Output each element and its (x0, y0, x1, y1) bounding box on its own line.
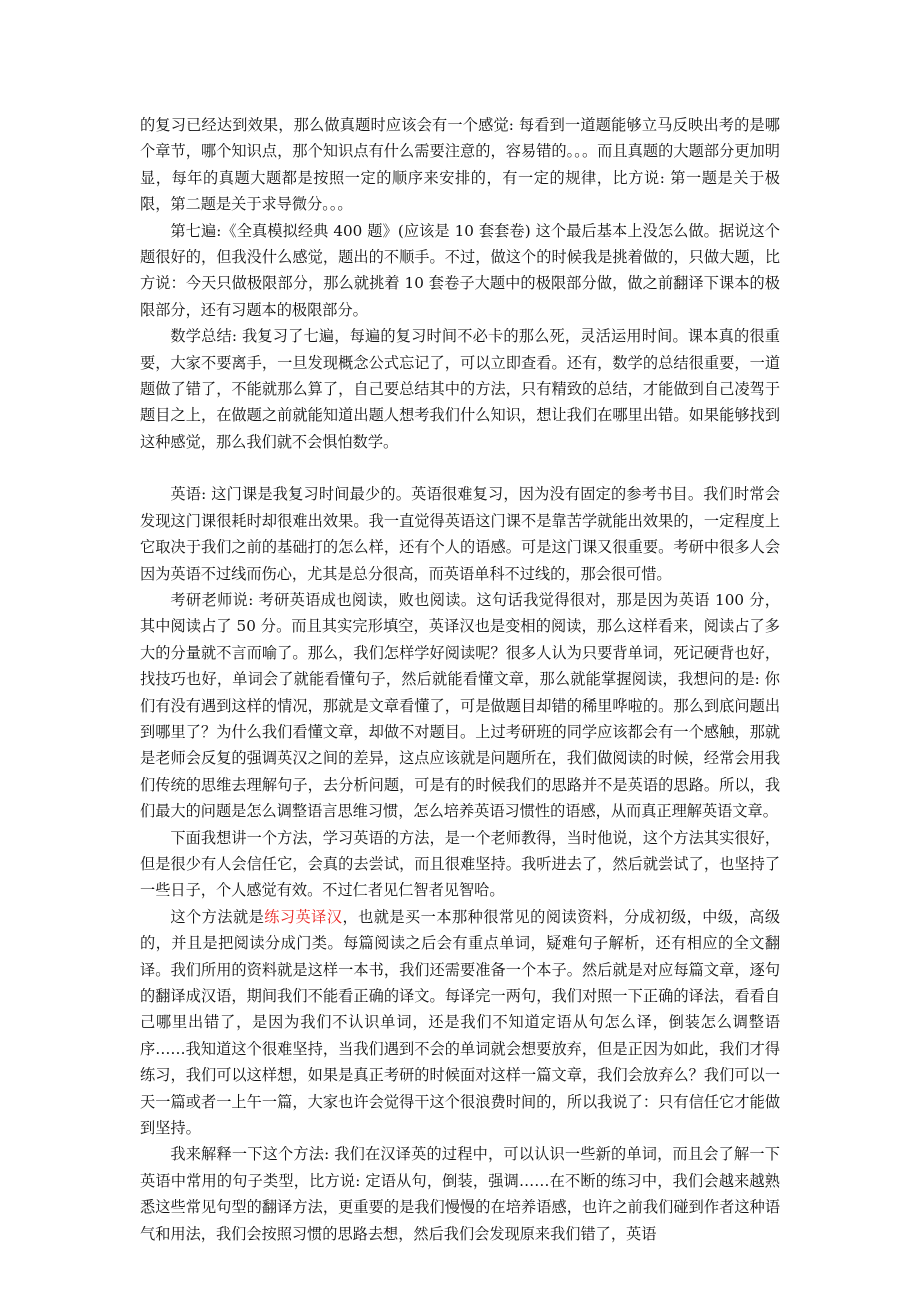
paragraph-english-intro: 英语: 这门课是我复习时间最少的。英语很难复习，因为没有固定的参考书目。我们时常会发现这门课很耗时却很难出效果。我一直觉得英语这门课不是靠苦学就能出效果的，一定程度上它取决于我们之前的基础打的怎么样，还有个人的语感。可是这门课又很重要。考研中很多人会因为英语不过线而伤心，尤其是总分很高，而英语单科不过线的，那会很可惜。 (140, 485, 780, 583)
method-highlight-text: 练习英译汉 (264, 907, 343, 926)
paragraph-seventh-pass: 第七遍:《全真模拟经典 400 题》(应该是 10 套套卷) 这个最后基本上没怎么做。据说这个题很好的，但我没什么感觉，题出的不顺手。不过，做这个的时候我是挑着做的，只做大题，比方说：今天只做极限部分，那么就挑着 10 套卷子大题中的极限部分做，做之前翻译下课本的极限部分，还有习题本的极限部分。 (140, 221, 780, 319)
method-pre-text: 这个方法就是 (170, 907, 265, 926)
paragraph-spacer (140, 455, 780, 481)
document-body (140, 112, 780, 1247)
paragraph-review-effect: 的复习已经达到效果，那么做真题时应该会有一个感觉: 每看到一道题能够立马反映出考的是哪个章节，哪个知识点，那个知识点有什么需要注意的，容易错的。。。而且真题的大题部分更加明显，每年的真题大题都是按照一定的顺序来安排的，有一定的规律，比方说: 第一题是关于极限，第二题是关于求导微分。。。 (140, 116, 780, 214)
paragraph-math-summary: 数学总结: 我复习了七遍，每遍的复习时间不必卡的那么死，灵活运用时间。课本真的很重要，大家不要离手，一旦发现概念公式忘记了，可以立即查看。还有，数学的总结很重要，一道题做了错了，不能就那么算了，自己要总结其中的方法，只有精致的总结，才能做到自己凌驾于题目之上，在做题之前就能知道出题人想考我们什么知识，想让我们在哪里出错。如果能够找到这种感觉，那么我们就不会惧怕数学。 (140, 327, 780, 451)
method-post-text: ，也就是买一本那种很常见的阅读资料，分成初级，中级，高级的，并且是把阅读分成门类。每篇阅读之后会有重点单词，疑难句子解析，还有相应的全文翻译。我们所用的资料就是这样一本书，我们还需要准备一个本子。然后就是对应每篇文章，逐句的翻译成汉语，期间我们不能看正确的译文。每译完一两句，我们对照一下正确的译法，看看自己哪里出错了，是因为我们不认识单词，还是我们不知道定语从句怎么译，倒装怎么调整语序……我知道这个很难坚持，当我们遇到不会的单词就会想要放弃，但是正因为如此，我们才得练习，我们可以这样想，如果是真正考研的时候面对这样一篇文章，我们会放弃么？我们可以一天一篇或者一上午一篇，大家也许会觉得干这个很浪费时间的，所以我说了：只有信任它才能做到坚持。 (140, 907, 781, 1138)
paragraph-translation-method (140, 904, 780, 1142)
paragraph-method-explanation: 我来解释一下这个方法: 我们在汉译英的过程中，可以认识一些新的单词，而且会了解一下英语中常用的句子类型，比方说: 定语从句，倒装，强调……在不断的练习中，我们会越来越熟悉这些常见句型的翻译方法，更重要的是我们慢慢的在培养语感，也许之前我们碰到作者这种语气和用法，我们会按照习惯的思路去想，然后我们会发现原来我们错了，英语 (140, 1145, 780, 1243)
paragraph-method-intro: 下面我想讲一个方法，学习英语的方法，是一个老师教得，当时他说，这个方法其实很好，但是很少有人会信任它，会真的去尝试，而且很难坚持。我听进去了，然后就尝试了，也坚持了一些日子，个人感觉有效。不过仁者见仁智者见智哈。 (140, 828, 780, 900)
paragraph-teacher-says: 考研老师说: 考研英语成也阅读，败也阅读。这句话我觉得很对，那是因为英语 100 分，其中阅读占了 50 分。而且其实完形填空，英译汉也是变相的阅读，那么这样看来，阅读占了多大的分量就不言而喻了。那么，我们怎样学好阅读呢？很多人认为只要背单词，死记硬背也好，找技巧也好，单词会了就能看懂句子，然后就能看懂文章，那么就能掌握阅读，我想问的是: 你们有没有遇到这样的情况，那就是文章看懂了，可是做题目却错的稀里哗啦的。那么到底问题出到哪里了？为什么我们看懂文章，却做不对题目。上过考研班的同学应该都会有一个感触，那就是老师会反复的强调英汉之间的差异，这点应该就是问题所在，我们做阅读的时候，经常会用我们传统的思维去理解句子，去分析问题，可是有的时候我们的思路并不是英语的思路。所以，我们最大的问题是怎么调整语言思维习惯，怎么培养英语习惯性的语感，从而真正理解英语文章。 (140, 590, 780, 821)
